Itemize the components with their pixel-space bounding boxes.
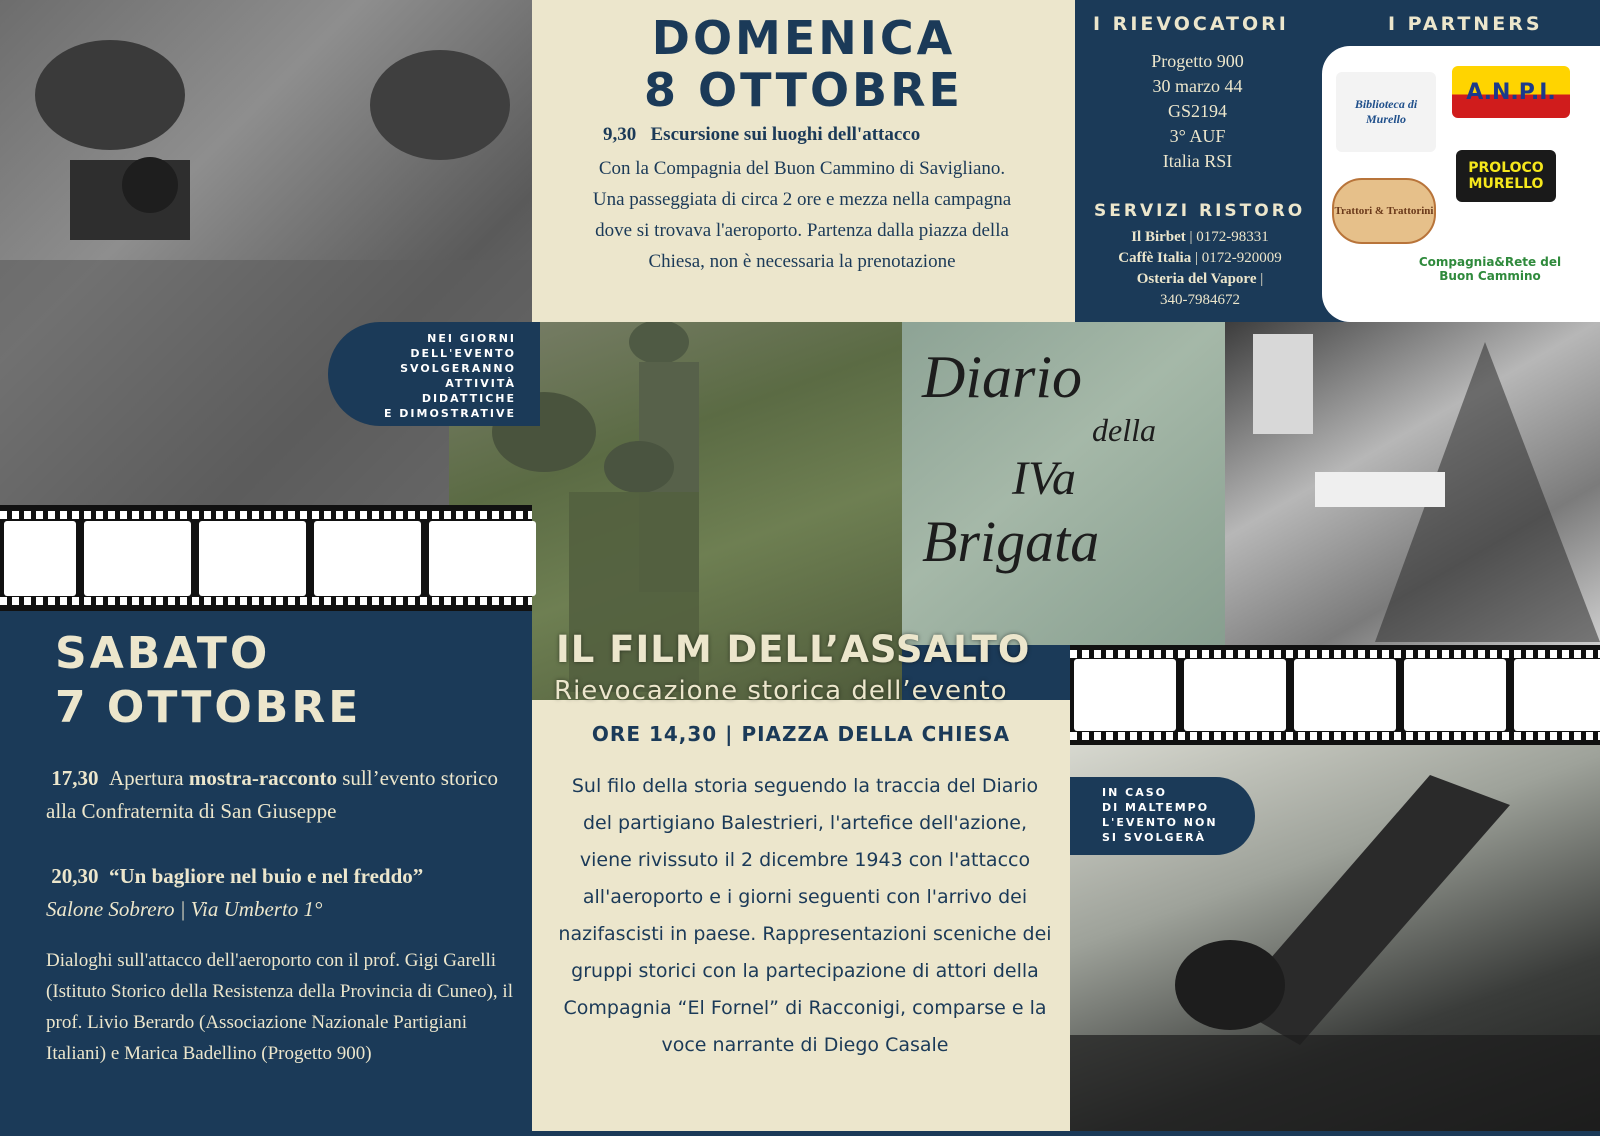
domenica-title-line2: 8 OTTOBRE (644, 63, 963, 117)
badge-bad-weather: IN CASO DI MALTEMPO L'EVENTO NON SI SVOLGERÀ (1070, 777, 1255, 855)
film-perforation (0, 597, 532, 605)
sabato-event-2-description: Dialoghi sull'attacco dell'aeroporto con il prof. Gigi Garelli (Istituto Storico della Resistenza della Provincia di Cuneo), il prof. Livio Berardo (Associazione Nazionale Partigiani Italiani) e Marica Badellino (Progetto 900) (46, 950, 513, 1064)
rievocatori-item: 30 marzo 44 (1152, 76, 1243, 96)
diary-word: IVa (1012, 452, 1076, 505)
sabato-event-1-time: 17,30 (51, 766, 99, 790)
ristoro-item: Osteria del Vapore | (1136, 271, 1264, 287)
badge-activities: NEI GIORNI DELL'EVENTO SVOLGERANNO ATTIVITÀ DIDATTICHE E DIMOSTRATIVE (328, 322, 540, 426)
diary-handwriting (922, 342, 1212, 575)
logo-biblioteca: Biblioteca di Murello (1336, 72, 1436, 152)
film-frame (199, 521, 306, 596)
domenica-title (532, 12, 1075, 116)
domenica-description: Con la Compagnia del Buon Cammino di Savigliano. Una passeggiata di circa 2 ore e mezza nella campagna dove si trovava l'aeroporto. Partenza dalla piazza della Chiesa, non è necessaria la prenotazione (592, 158, 1012, 272)
film-strip-right (1070, 645, 1600, 745)
domenica-time: 9,30 (603, 124, 637, 145)
film-description: Sul filo della storia seguendo la traccia del Diario del partigiano Balestrieri, l'artefice dell'azione, viene rivissuto il 2 dicembre 1943 con l'attacco all'aeroporto e i giorni seguenti con l'arrivo dei nazifascisti in paese. Rappresentazioni sceniche dei gruppi storici con la partecipazione di attori della Compagnia “El Fornel” di Racconigi, comparse e la voce narrante di Diego Casale (558, 775, 1052, 1056)
sabato-title (55, 627, 361, 735)
diary-word: della (1092, 412, 1156, 448)
film-when-where: ORE 14,30 | PIAZZA DELLA CHIESA (591, 722, 1011, 746)
rievocatori-item: Italia RSI (1162, 151, 1233, 171)
partners-logo-panel (1322, 46, 1600, 322)
domenica-activity: Escursione sui luoghi dell'attacco (650, 124, 921, 145)
rievocatori-list (1100, 49, 1295, 174)
film-frame (84, 521, 191, 596)
film-frame (1294, 659, 1396, 731)
sabato-event-1: 17,30 Apertura mostra-racconto sull’evento storico alla Confraternita di San Giuseppe (46, 766, 498, 823)
film-title: IL FILM DELL’ASSALTO (556, 628, 1031, 671)
partners-title: I PARTNERS (1388, 13, 1543, 35)
sabato-event-1-highlight: mostra-racconto (188, 766, 337, 790)
ristoro-item: 340-7984672 (1160, 292, 1240, 308)
logo-buon-cammino: Compagnia&Rete del Buon Cammino (1410, 252, 1570, 286)
film-frame (4, 521, 76, 596)
film-frame (314, 521, 421, 596)
rievocatori-title: I RIEVOCATORI (1093, 13, 1289, 35)
sabato-event-2 (46, 860, 526, 926)
sabato-title-line1: SABATO (55, 628, 271, 679)
sabato-event-2-place: Salone Sobrero | Via Umberto 1° (46, 897, 323, 921)
film-frame (1514, 659, 1600, 731)
diary-word: Brigata (922, 509, 1100, 574)
ristoro-list (1085, 227, 1315, 311)
ristoro-item: Caffè Italia | 0172-920009 (1118, 250, 1282, 266)
ristoro-item: Il Birbet | 0172-98331 (1131, 229, 1269, 245)
ristoro-title: SERVIZI RISTORO (1094, 201, 1306, 221)
film-perforation (0, 511, 532, 519)
film-strip-left (0, 505, 532, 611)
photo-tent-illustration (1225, 322, 1600, 645)
rievocatori-item: Progetto 900 (1151, 51, 1244, 71)
logo-anpi: A.N.P.I. (1452, 66, 1570, 118)
logo-trattori: Trattori & Trattorini (1332, 178, 1436, 244)
diary-word: Diario (922, 344, 1083, 410)
film-perforation (1070, 732, 1600, 740)
photo-tent-camp (1225, 322, 1600, 645)
film-subtitle: Rievocazione storica dell’evento (554, 676, 1008, 706)
sabato-event-2-title: “Un bagliore nel buio e nel freddo” (109, 864, 424, 888)
film-frame (1404, 659, 1506, 731)
rievocatori-item: 3° AUF (1169, 126, 1226, 146)
film-frame (1074, 659, 1176, 731)
film-frame (1184, 659, 1286, 731)
rievocatori-item: GS2194 (1167, 101, 1227, 121)
sabato-event-2-time: 20,30 (51, 864, 99, 888)
film-frame (429, 521, 536, 596)
domenica-activity-line (603, 124, 1023, 146)
logo-proloco: PROLOCO MURELLO (1456, 150, 1556, 202)
film-perforation (1070, 650, 1600, 658)
domenica-title-line1: DOMENICA (651, 11, 956, 65)
sabato-title-line2: 7 OTTOBRE (55, 682, 362, 733)
photo-diary-cover (902, 322, 1225, 645)
